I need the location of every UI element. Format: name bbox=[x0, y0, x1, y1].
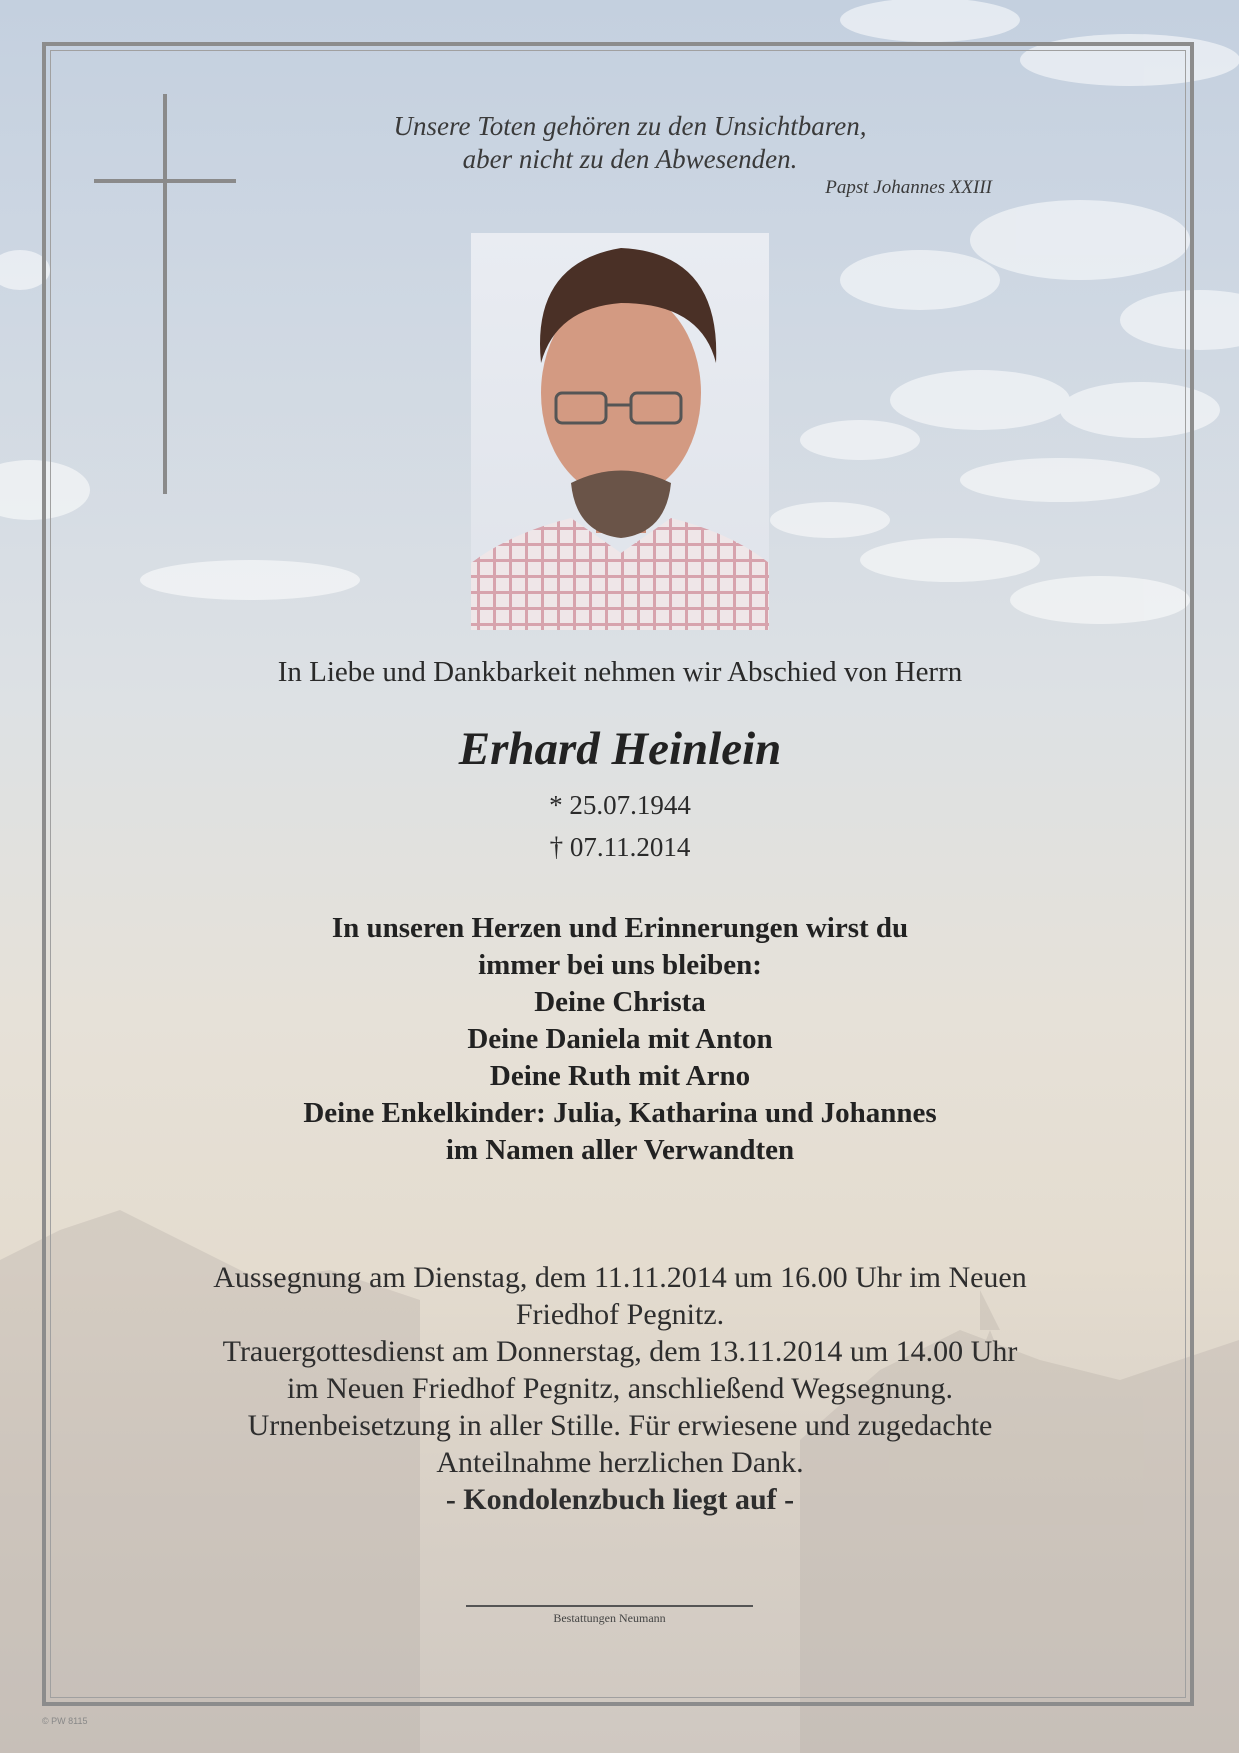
cross-icon-bar bbox=[94, 179, 236, 183]
service-line: Anteilnahme herzlichen Dank. bbox=[436, 1446, 804, 1479]
service-line: Trauergottesdienst am Donnerstag, dem 13.11.2014 um 14.00 Uhr bbox=[222, 1335, 1018, 1368]
service-line: Urnenbeisetzung in aller Stille. Für erwiesene und zugedachte bbox=[247, 1409, 993, 1442]
quote-line: aber nicht zu den Abwesenden. bbox=[462, 144, 798, 174]
condolence-note: - Kondolenzbuch liegt auf - bbox=[445, 1483, 795, 1516]
mourner-line: Deine Ruth mit Arno bbox=[489, 1060, 751, 1092]
mourner-line: immer bei uns bleiben: bbox=[478, 949, 762, 981]
deceased-name: Erhard Heinlein bbox=[458, 723, 782, 775]
farewell-intro: In Liebe und Dankbarkeit nehmen wir Abschied von Herrn bbox=[277, 656, 963, 688]
mourner-line: In unseren Herzen und Erinnerungen wirst du bbox=[331, 912, 909, 944]
death-date: † 07.11.2014 bbox=[549, 832, 691, 862]
cross-icon bbox=[163, 94, 167, 494]
service-line: Friedhof Pegnitz. bbox=[515, 1298, 725, 1331]
undertaker-name: Bestattungen Neumann bbox=[553, 1611, 666, 1625]
quote bbox=[300, 110, 960, 176]
service-line: Aussegnung am Dienstag, dem 11.11.2014 um 16.00 Uhr im Neuen bbox=[213, 1261, 1027, 1294]
birth-date: * 25.07.1944 bbox=[549, 790, 691, 820]
service-line: im Neuen Friedhof Pegnitz, anschließend Wegsegnung. bbox=[286, 1372, 954, 1405]
mourners-list bbox=[100, 910, 1140, 1169]
quote-line: Unsere Toten gehören zu den Unsichtbaren, bbox=[393, 111, 867, 141]
quote-author: Papst Johannes XXIII bbox=[825, 177, 992, 198]
service-info bbox=[100, 1259, 1140, 1518]
mourner-line: Deine Christa bbox=[534, 986, 706, 1018]
mourner-line: Deine Daniela mit Anton bbox=[467, 1023, 773, 1055]
mourner-line: Deine Enkelkinder: Julia, Katharina und Johannes bbox=[303, 1097, 937, 1129]
mourner-line: im Namen aller Verwandten bbox=[445, 1134, 795, 1166]
portrait-photo bbox=[471, 233, 769, 630]
signature-line bbox=[466, 1605, 753, 1607]
footer-code: © PW 8115 bbox=[42, 1716, 88, 1726]
